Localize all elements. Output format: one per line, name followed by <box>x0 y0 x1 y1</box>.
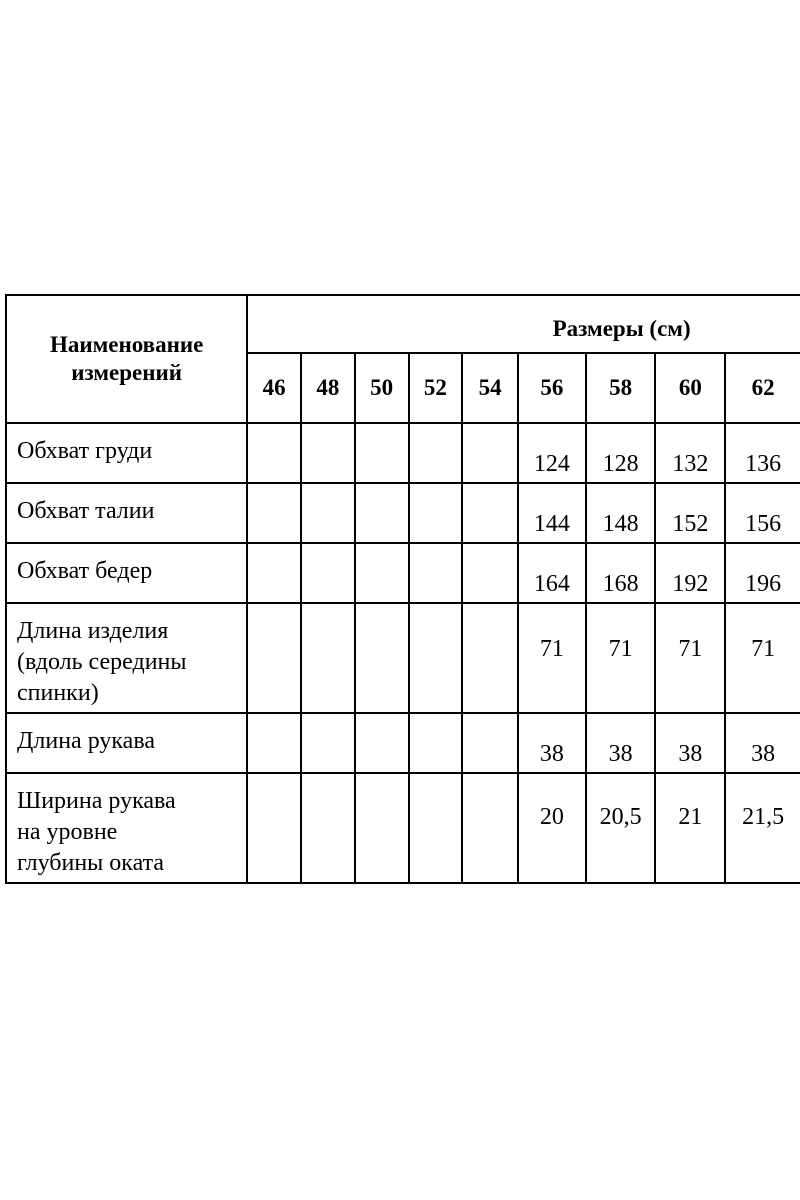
table-row <box>6 773 800 883</box>
table-cell <box>462 543 518 603</box>
table-cell <box>247 423 301 483</box>
table-cell: 164 <box>518 543 586 603</box>
table-row <box>6 713 800 773</box>
table-cell: 21 <box>655 773 725 883</box>
table-cell: 71 <box>725 603 800 713</box>
table-cell <box>301 423 355 483</box>
table-cell: 152 <box>655 483 725 543</box>
row-label: Длина рукава <box>6 713 247 773</box>
table-cell <box>301 483 355 543</box>
table-cell: 20 <box>518 773 586 883</box>
table-cell <box>409 423 463 483</box>
row-label: Обхват талии <box>6 483 247 543</box>
measurement-name-header <box>6 295 247 423</box>
row-label: Обхват бедер <box>6 543 247 603</box>
table-cell: 148 <box>586 483 656 543</box>
table-cell: 124 <box>518 423 586 483</box>
table-cell <box>355 423 409 483</box>
table-cell: 20,5 <box>586 773 656 883</box>
size-col-header: 58 <box>586 353 656 423</box>
table-cell <box>462 773 518 883</box>
size-col-header: 56 <box>518 353 586 423</box>
table-cell <box>355 543 409 603</box>
measurement-name-header-text: Наименование измерений <box>49 332 204 385</box>
table-cell: 168 <box>586 543 656 603</box>
table-cell <box>247 773 301 883</box>
table-cell <box>355 773 409 883</box>
table-cell <box>247 543 301 603</box>
size-col-header: 62 <box>725 353 800 423</box>
table-cell <box>247 483 301 543</box>
size-col-header: 46 <box>247 353 301 423</box>
table-cell: 71 <box>518 603 586 713</box>
sizes-header-text: Размеры (см) <box>552 316 691 341</box>
table-cell: 38 <box>655 713 725 773</box>
table-cell: 21,5 <box>725 773 800 883</box>
table-row <box>6 543 800 603</box>
size-col-header: 60 <box>655 353 725 423</box>
row-label: Обхват груди <box>6 423 247 483</box>
size-chart-table <box>5 294 800 884</box>
table-cell: 144 <box>518 483 586 543</box>
table-cell <box>409 773 463 883</box>
table-cell <box>301 603 355 713</box>
table-cell <box>409 713 463 773</box>
table-row <box>6 483 800 543</box>
table-cell <box>355 603 409 713</box>
table-cell <box>462 713 518 773</box>
table-cell: 71 <box>586 603 656 713</box>
size-col-header: 50 <box>355 353 409 423</box>
table-cell: 71 <box>655 603 725 713</box>
table-cell: 192 <box>655 543 725 603</box>
table-cell <box>301 773 355 883</box>
row-label: Длина изделия (вдоль середины спинки) <box>6 603 247 713</box>
table-cell <box>247 713 301 773</box>
table-cell: 136 <box>725 423 800 483</box>
table-cell: 196 <box>725 543 800 603</box>
table-cell: 132 <box>655 423 725 483</box>
table-cell <box>301 543 355 603</box>
table-cell <box>355 713 409 773</box>
table-cell: 38 <box>586 713 656 773</box>
table-cell <box>409 483 463 543</box>
table-cell <box>247 603 301 713</box>
table-cell <box>462 423 518 483</box>
table-cell <box>301 713 355 773</box>
table-cell <box>409 543 463 603</box>
table-cell: 38 <box>725 713 800 773</box>
table-cell: 128 <box>586 423 656 483</box>
row-label: Ширина рукава на уровне глубины оката <box>6 773 247 883</box>
table-cell: 156 <box>725 483 800 543</box>
size-col-header: 52 <box>409 353 463 423</box>
size-col-header: 54 <box>462 353 518 423</box>
table-cell: 38 <box>518 713 586 773</box>
size-col-header: 48 <box>301 353 355 423</box>
table-row <box>6 603 800 713</box>
sizes-header <box>247 295 800 353</box>
table-cell <box>409 603 463 713</box>
table-row <box>6 423 800 483</box>
table-cell <box>462 603 518 713</box>
table-cell <box>462 483 518 543</box>
table-cell <box>355 483 409 543</box>
